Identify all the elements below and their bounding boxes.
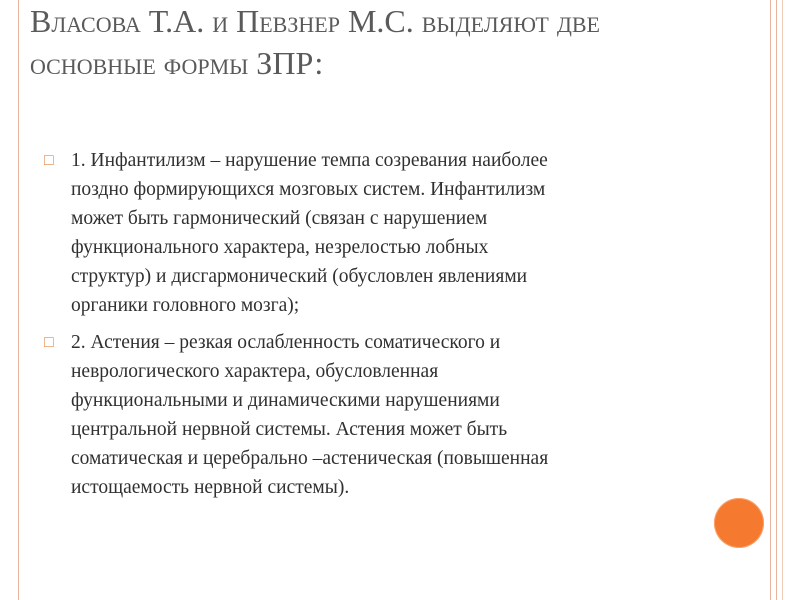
- frame-line-left: [18, 0, 19, 600]
- item-line: 2. Астения – резкая ослабленность соматического и: [71, 332, 501, 353]
- slide-title-line: основные формы ЗПР:: [30, 45, 324, 81]
- item-line: соматическая и церебрально –астеническая (повышенная: [71, 448, 549, 469]
- frame-line-right: [776, 0, 777, 600]
- bullet-item-asthenia: [44, 328, 704, 502]
- item-line: 1. Инфантилизм – нарушение темпа созревания наиболее: [71, 150, 548, 171]
- item-line: неврологического характера, обусловленная: [71, 361, 439, 382]
- bullet-icon: □: [44, 334, 54, 351]
- item-line: функционального характера, незрелостью лобных: [71, 237, 489, 258]
- bullet-icon: □: [44, 152, 54, 169]
- slide-title-line: Власова Т.А. и Певзнер М.С. выделяют две: [30, 3, 600, 39]
- bullet-item-infantilism: [44, 146, 704, 320]
- item-line: структур) и дисгармонический (обусловлен явлениями: [71, 266, 528, 287]
- decorative-circle: [714, 498, 764, 548]
- slide-body: [44, 146, 704, 510]
- item-line: центральной нервной системы. Астения может быть: [71, 419, 508, 440]
- frame-line-right: [770, 0, 771, 600]
- item-line: поздно формирующихся мозговых систем. Инфантилизм: [71, 179, 546, 200]
- slide-title: [30, 0, 750, 84]
- frame-line-right: [782, 0, 783, 600]
- item-line: функциональными и динамическими нарушениями: [71, 390, 500, 411]
- item-line: истощаемость нервной системы).: [71, 477, 350, 498]
- item-line: органики головного мозга);: [71, 295, 300, 316]
- item-line: может быть гармонический (связан с нарушением: [71, 208, 488, 229]
